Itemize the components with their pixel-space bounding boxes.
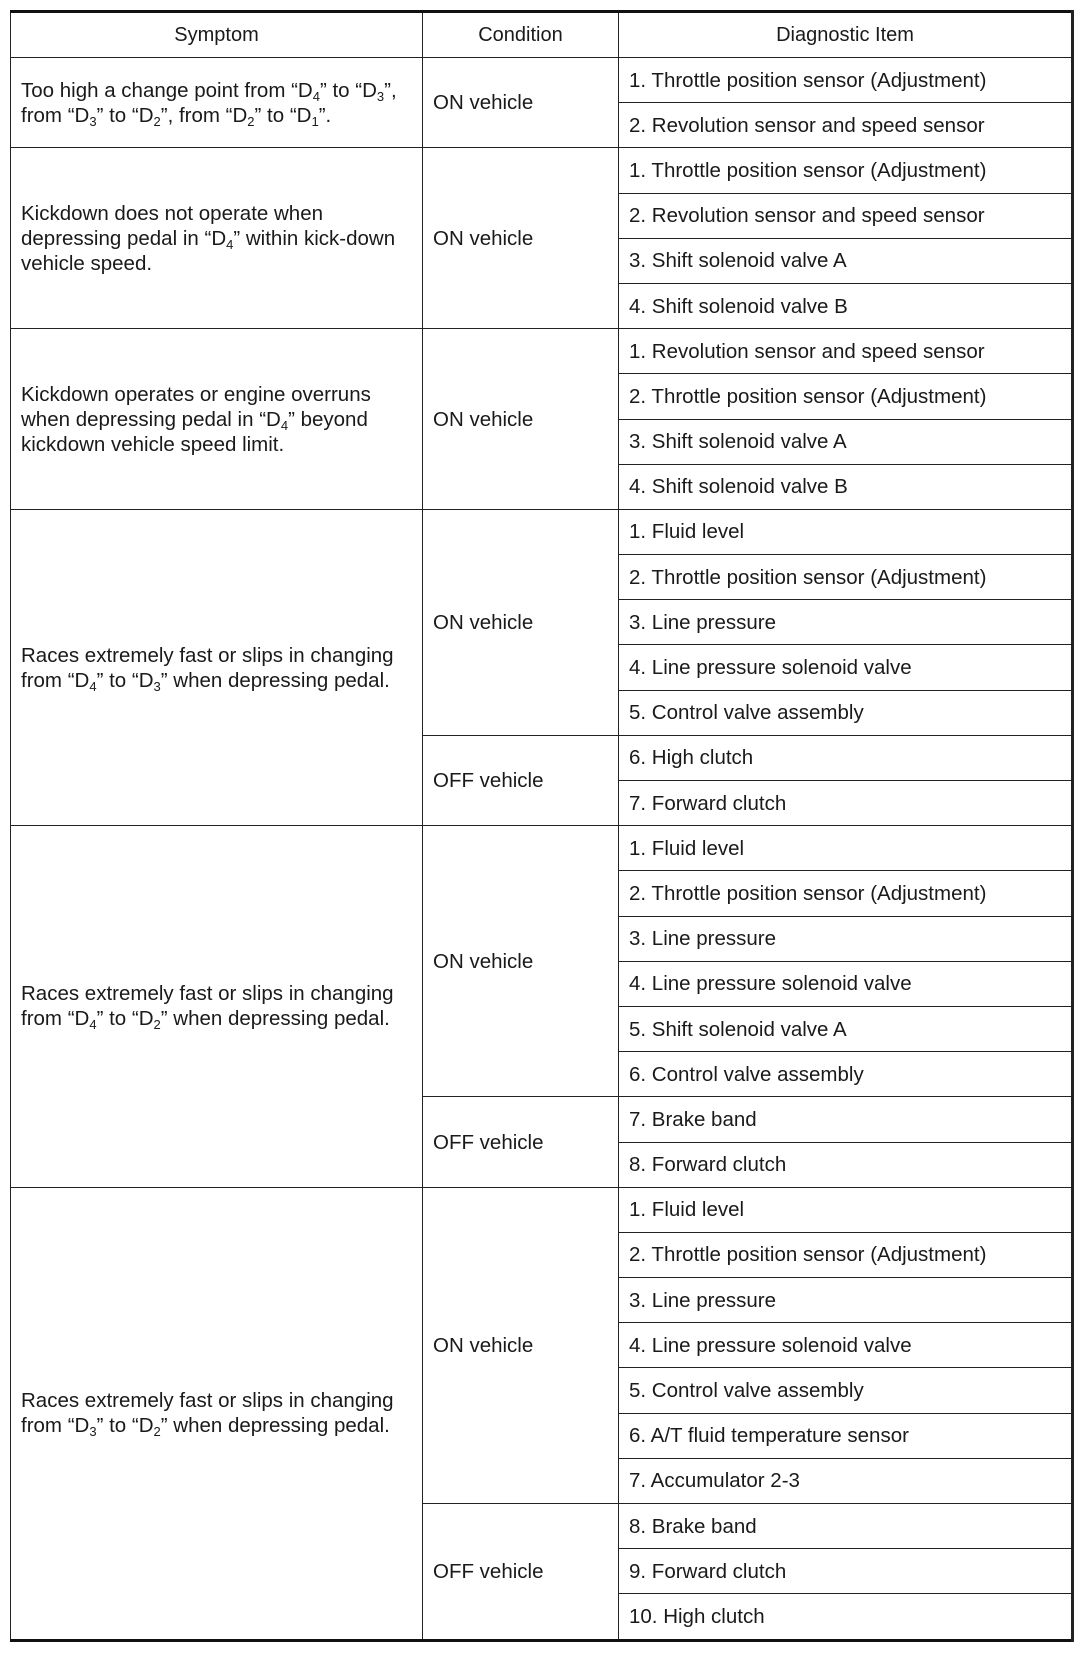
diagnostic-item-cell: 10. High clutch (619, 1594, 1073, 1640)
condition-cell: ON vehicle (423, 148, 619, 329)
diagnostic-item-cell: 6. A/T fluid temperature sensor (619, 1413, 1073, 1458)
condition-cell: OFF vehicle (423, 1504, 619, 1641)
symptom-header: Symptom (11, 12, 423, 58)
diagnostic-item-cell: 2. Revolution sensor and speed sensor (619, 193, 1073, 238)
header-row (11, 12, 1073, 58)
diagnostic-table-sheet (10, 10, 1072, 1642)
condition-cell: ON vehicle (423, 509, 619, 735)
diagnostic-item-cell: 2. Throttle position sensor (Adjustment) (619, 1232, 1073, 1277)
diagnostic-item-cell: 6. Control valve assembly (619, 1052, 1073, 1097)
diagnostic-item-cell: 3. Shift solenoid valve A (619, 238, 1073, 283)
diagnostic-item-cell: 1. Fluid level (619, 826, 1073, 871)
diagnostic-item-cell: 7. Forward clutch (619, 781, 1073, 826)
diagnostic-item-cell: 9. Forward clutch (619, 1549, 1073, 1594)
table-row (11, 826, 1073, 871)
condition-cell: ON vehicle (423, 329, 619, 510)
table-row (11, 58, 1073, 103)
table-body (11, 58, 1073, 1641)
diagnostic-item-header: Diagnostic Item (619, 12, 1073, 58)
diagnostic-item-cell: 4. Line pressure solenoid valve (619, 645, 1073, 690)
diagnostic-item-cell: 2. Throttle position sensor (Adjustment) (619, 374, 1073, 419)
diagnostic-item-cell: 8. Forward clutch (619, 1142, 1073, 1187)
symptom-cell: Races extremely fast or slips in changing from “$D_3$” to “$D_2$” when depressing pedal. (11, 1187, 423, 1640)
table-row (11, 148, 1073, 193)
diagnostic-item-cell: 1. Revolution sensor and speed sensor (619, 329, 1073, 374)
diagnostic-item-cell: 2. Revolution sensor and speed sensor (619, 103, 1073, 148)
diagnostic-item-cell: 7. Accumulator 2-3 (619, 1458, 1073, 1503)
symptom-cell: Too high a change point from “$D_4$” to “$D_3$”, from “$D_3$” to “$D_2$”, from “$D_2$” to “$D_1$”. (11, 58, 423, 148)
symptom-cell: Races extremely fast or slips in changing from “$D_4$” to “$D_3$” when depressing pedal. (11, 509, 423, 825)
diagnostic-item-cell: 2. Throttle position sensor (Adjustment) (619, 871, 1073, 916)
table-row (11, 329, 1073, 374)
symptom-cell: Races extremely fast or slips in changing from “$D_4$” to “$D_2$” when depressing pedal. (11, 826, 423, 1188)
symptom-cell: Kickdown operates or engine overruns when depressing pedal in “$D_4$” beyond kickdown vehicle speed limit. (11, 329, 423, 510)
diagnostic-item-cell: 7. Brake band (619, 1097, 1073, 1142)
condition-cell: ON vehicle (423, 826, 619, 1097)
diagnostic-item-cell: 1. Fluid level (619, 509, 1073, 554)
diagnostic-item-cell: 4. Line pressure solenoid valve (619, 1323, 1073, 1368)
condition-cell: OFF vehicle (423, 735, 619, 825)
condition-header: Condition (423, 12, 619, 58)
condition-cell: ON vehicle (423, 58, 619, 148)
table-row (11, 509, 1073, 554)
diagnostic-item-cell: 3. Shift solenoid valve A (619, 419, 1073, 464)
condition-cell: OFF vehicle (423, 1097, 619, 1187)
table-row (11, 1187, 1073, 1232)
symptom-cell: Kickdown does not operate when depressing pedal in “$D_4$” within kick-down vehicle speed. (11, 148, 423, 329)
diagnostic-item-cell: 3. Line pressure (619, 916, 1073, 961)
diagnostic-item-cell: 5. Shift solenoid valve A (619, 1006, 1073, 1051)
diagnostic-item-cell: 1. Fluid level (619, 1187, 1073, 1232)
diagnostic-item-cell: 1. Throttle position sensor (Adjustment) (619, 58, 1073, 103)
diagnostic-item-cell: 4. Shift solenoid valve B (619, 464, 1073, 509)
diagnostic-item-cell: 2. Throttle position sensor (Adjustment) (619, 555, 1073, 600)
diagnostic-item-cell: 5. Control valve assembly (619, 1368, 1073, 1413)
diagnostic-item-cell: 3. Line pressure (619, 1278, 1073, 1323)
diagnostic-item-cell: 6. High clutch (619, 735, 1073, 780)
diagnostic-item-cell: 1. Throttle position sensor (Adjustment) (619, 148, 1073, 193)
diagnostic-item-cell: 4. Line pressure solenoid valve (619, 961, 1073, 1006)
diagnostic-item-cell: 8. Brake band (619, 1504, 1073, 1549)
diagnostic-item-cell: 3. Line pressure (619, 600, 1073, 645)
condition-cell: ON vehicle (423, 1187, 619, 1503)
diagnostic-item-cell: 4. Shift solenoid valve B (619, 283, 1073, 328)
diagnostic-item-cell: 5. Control valve assembly (619, 690, 1073, 735)
diagnostic-table (10, 10, 1074, 1642)
